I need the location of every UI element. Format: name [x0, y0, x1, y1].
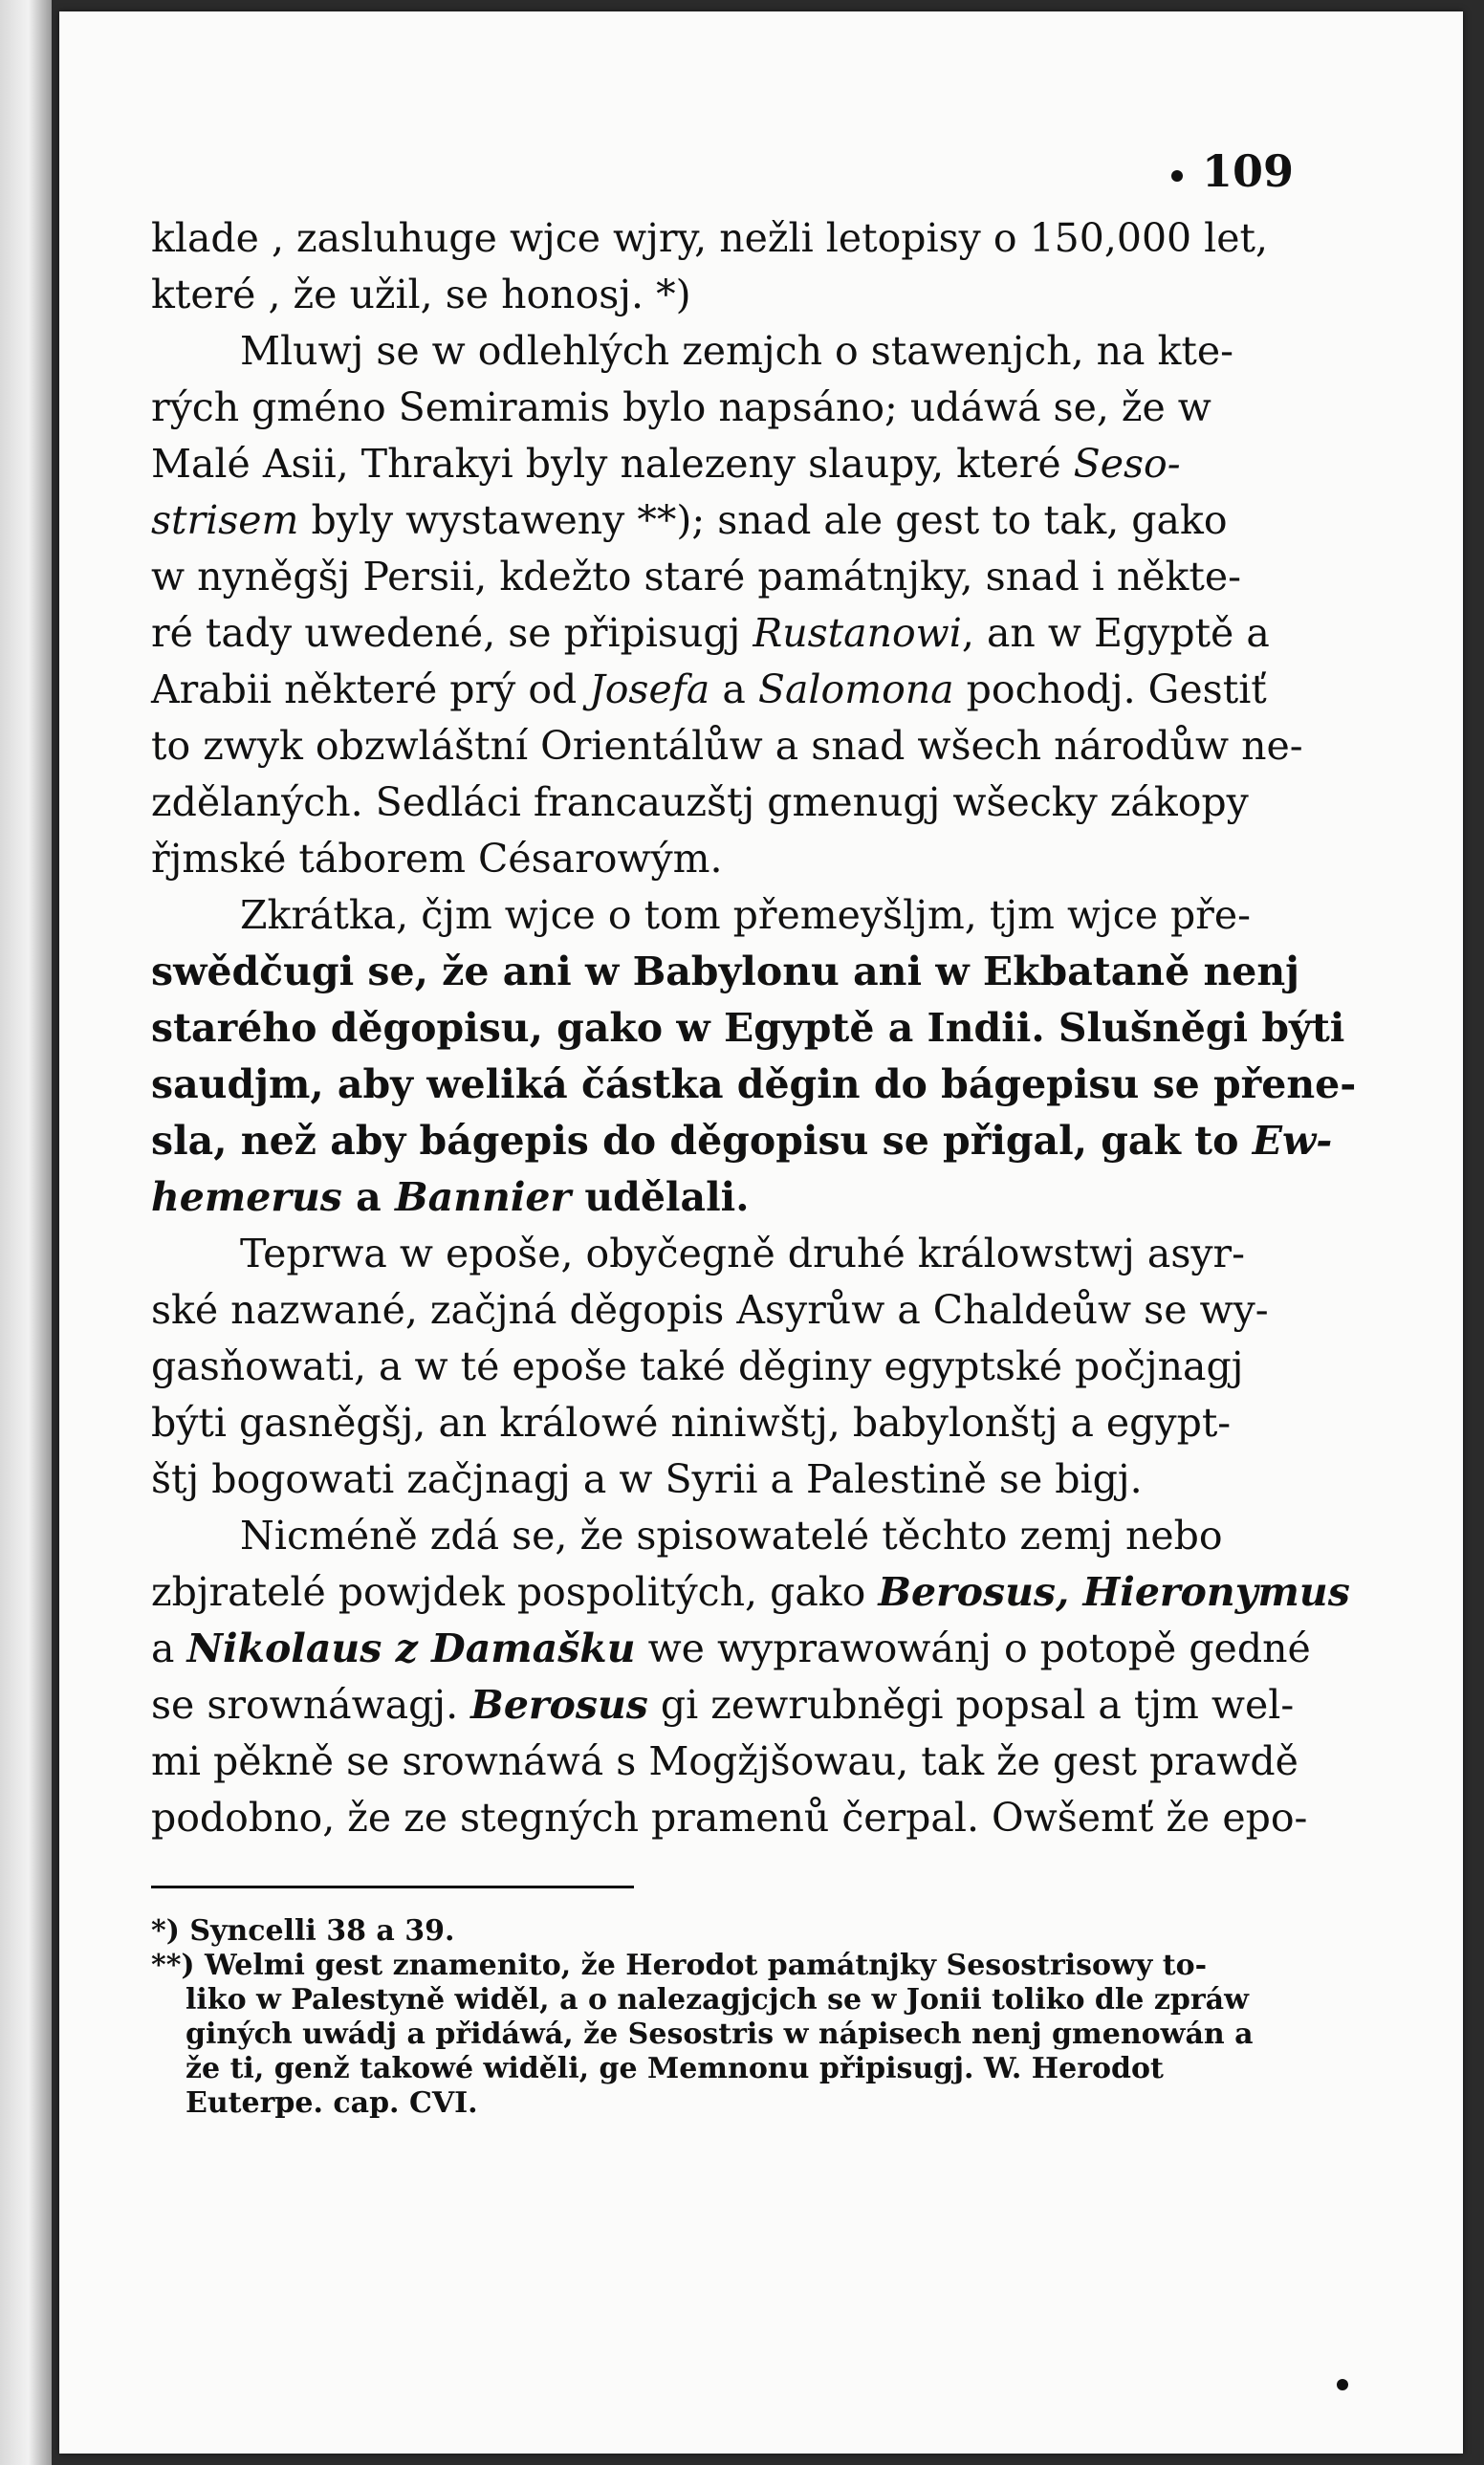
book-page [59, 11, 1463, 2454]
text-line: to zwyk obzwláštní Orientálůw a snad wšech národůw ne- [151, 723, 1303, 769]
footnote-separator [151, 1886, 634, 1888]
text-line: Malé Asii, Thrakyi byly nalezeny slaupy, které Seso- [151, 441, 1181, 487]
text-line: swědčugi se, že ani w Babylonu ani w Ekbataně nenj [151, 949, 1299, 994]
text-line: býti gasněgšj, an králowé niniwštj, babylonštj a egypt- [151, 1400, 1232, 1446]
page-mark-dot [1171, 170, 1183, 182]
text-line: mi pěkně se srownáwá s Mogžjšowau, tak že gest prawdě [151, 1738, 1298, 1784]
text-line: zdělaných. Sedláci francauzštj gmenugj wšecky zákopy [151, 779, 1249, 825]
text-line: ré tady uwedené, se připisugj Rustanowi, an w Egyptě a [151, 610, 1270, 656]
text-line: Arabii některé prý od Josefa a Salomona pochodj. Gestiť [151, 666, 1267, 712]
main-text [151, 210, 1357, 1846]
text-line: saudjm, aby weliká částka děgin do bágepisu se přene- [151, 1061, 1357, 1107]
text-line: Zkrátka, čjm wjce o tom přemeyšljm, tjm wjce pře- [240, 892, 1251, 938]
footnote-line: giných uwádj a přidáwá, že Sesostris w nápisech nenj gmenowán a [186, 2018, 1254, 2051]
text-line: Nicméně zdá se, že spisowatelé těchto zemj nebo [240, 1513, 1223, 1559]
footnotes [151, 1914, 1298, 2121]
text-line: klade , zasluhuge wjce wjry, nežli letopisy o 150,000 let, [151, 215, 1269, 261]
text-line: gasňowati, a w té epoše také děginy egyptské počjnagj [151, 1343, 1244, 1389]
text-line: a Nikolaus z Damašku we wyprawowánj o potopě gedné [151, 1625, 1311, 1671]
footnote-line: Euterpe. cap. CVI. [186, 2086, 478, 2120]
text-line: rých gméno Semiramis bylo napsáno; udáwá se, že w [151, 384, 1211, 430]
text-line: sla, než aby bágepis do děgopisu se přigal, gak to Ew- [151, 1118, 1333, 1164]
footnote-line: **) Welmi gest znamenito, že Herodot památnjky Sesostrisowy to- [151, 1949, 1208, 1982]
text-line: hemerus a Bannier udělali. [151, 1174, 750, 1220]
text-line: w nyněgšj Persii, kdežto staré památnjky, snad i někte- [151, 554, 1241, 600]
footnote-line: že ti, genž takowé widěli, ge Memnonu připisugj. W. Herodot [186, 2052, 1164, 2085]
text-line: zbjratelé powjdek pospolitých, gako Berosus, Hieronymus [151, 1569, 1350, 1615]
page-mark-dot [1337, 2379, 1348, 2390]
left-page-edge [0, 0, 52, 2465]
text-line: podobno, že ze stegných pramenů čerpal. Owšemť že epo- [151, 1795, 1308, 1841]
text-line: štj bogowati začjnagj a w Syrii a Palestině se bigj. [151, 1456, 1143, 1502]
text-line: Teprwa w epoše, obyčegně druhé králowstwj asyr- [240, 1231, 1245, 1276]
text-line: ské nazwané, začjná děgopis Asyrůw a Chaldeůw se wy- [151, 1287, 1269, 1333]
text-line: řjmské táborem Césarowým. [151, 836, 723, 882]
footnote-line: liko w Palestyně widěl, a o nalezagjcjch se w Jonii toliko dle zpráw [186, 1983, 1249, 2017]
text-line: které , že užil, se honosj. *) [151, 272, 691, 317]
text-line: starého děgopisu, gako w Egyptě a Indii. Slušněgi býti [151, 1005, 1345, 1051]
text-line: Mluwj se w odlehlých zemjch o stawenjch, na kte- [240, 328, 1233, 374]
text-line: strisem byly wystaweny **); snad ale gest to tak, gako [151, 497, 1228, 543]
page-number: 109 [1202, 145, 1295, 197]
text-line: se srownáwagj. Berosus gi zewrubněgi popsal a tjm wel- [151, 1682, 1295, 1728]
footnote-line: *) Syncelli 38 a 39. [151, 1914, 455, 1948]
